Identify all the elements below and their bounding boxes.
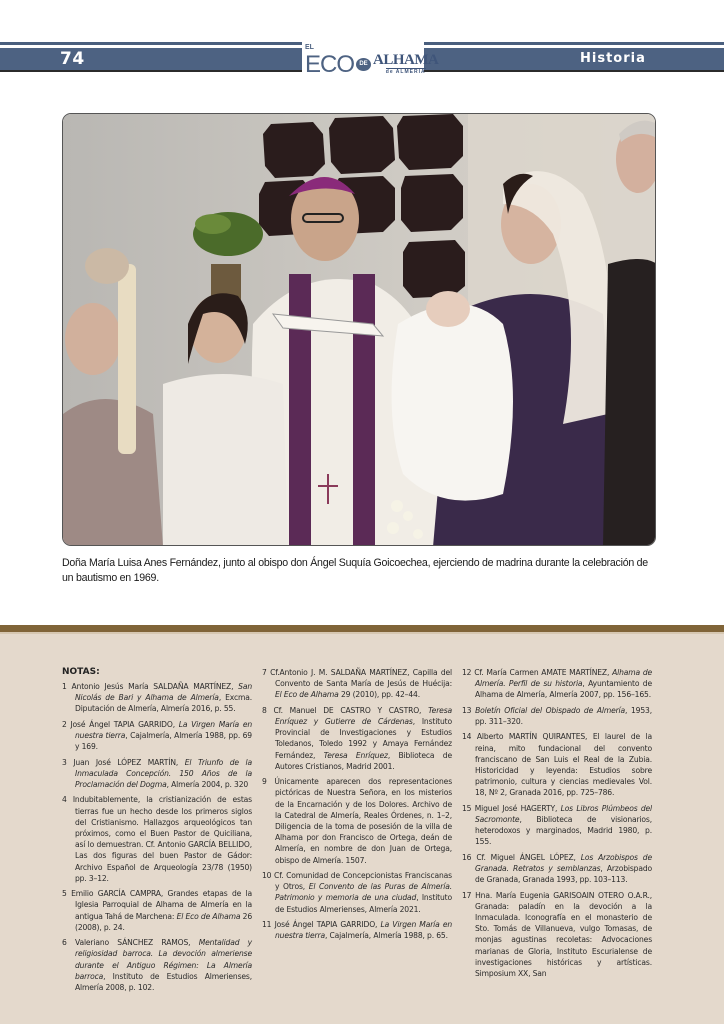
note-item <box>62 794 252 884</box>
note-number: 10 <box>262 871 272 881</box>
logo-de: DE <box>356 58 371 71</box>
note-text: , Arzobispado de Granada, Granada 1993, pp. 103–113. <box>475 864 652 885</box>
note-text: Cf. Manuel DE CASTRO Y CASTRO, <box>273 705 429 715</box>
note-text: , Cajalmería, Almería 1988, pp. 69 y 169. <box>75 731 252 752</box>
note-number: 17 <box>462 890 472 900</box>
note-title-italic: Boletín Oficial del Obispado de Almería <box>475 705 626 715</box>
note-title-italic: Los Arzobispos de Granada. Retratos y semblanzas <box>475 852 652 873</box>
note-item <box>262 776 452 866</box>
notes-column-1 <box>62 681 252 997</box>
publication-logo <box>302 36 439 78</box>
note-text: Indubitablemente, la cristianización de estas tierras fue un hecho desde los primeros siglos del Cristianismo. Hallazgos arqueológicos tan próximos, como el Buen Pastor de Quiciliana, así lo demuestran. Cf. Antonio GARCÍA BELLIDO, Las dos figuras del buen Pastor de Gádor: Archivo Español de Arqueología 23/78 (1950) pp. 3–12. <box>72 795 252 883</box>
note-text: , Almería 2004, p. 320 <box>166 780 249 789</box>
note-title-italic: El Triunfo de la Inmaculada Concepción. 150 Años de la Proclamación del Dogma <box>75 757 253 789</box>
note-number: 4 <box>62 795 67 805</box>
note-title-italic: Teresa Enríquez y Gutierre de Cárdenas <box>275 705 453 726</box>
note-item <box>262 705 452 772</box>
note-text: , Instituto Provincial de Investigaciones y Estudios Toledanos, Toledo 1992 y Amaya Fernández Fernández, <box>275 717 452 760</box>
note-text: Antonio Jesús María SALDAÑA MARTÍNEZ, <box>71 682 239 691</box>
note-number: 9 <box>262 777 267 787</box>
note-text: Cf. Miguel ÁNGEL LÓPEZ, <box>476 852 581 862</box>
note-title-italic: El Eco de Alhama <box>275 690 339 700</box>
note-number: 6 <box>62 938 67 948</box>
note-item <box>62 681 252 715</box>
photo-illustration <box>63 114 656 546</box>
note-text: José Ángel TAPIA GARRIDO, <box>70 719 179 729</box>
note-item <box>462 705 652 727</box>
note-text: 26 (2008), p. 24. <box>75 911 252 932</box>
note-text: Juan José LÓPEZ MARTÍN, <box>73 757 185 767</box>
note-item <box>262 667 452 701</box>
note-item <box>62 757 252 791</box>
note-title-italic: Los Libros Plúmbeos del Sacromonte <box>475 803 653 824</box>
note-number: 1 <box>62 682 67 691</box>
note-number: 12 <box>462 668 472 677</box>
note-text: Valeriano SÁNCHEZ RAMOS, <box>74 938 199 948</box>
note-title-italic: La Virgen María en nuestra tierra <box>75 719 253 740</box>
note-title-italic: La Virgen María en nuestra tierra <box>275 920 452 941</box>
note-item <box>62 937 252 993</box>
note-text: Cf. Comunidad de Concepcionistas Franciscanas y Otros, <box>274 871 452 892</box>
note-item <box>262 870 452 915</box>
logo-alhama: ALHAMA <box>373 52 439 68</box>
note-number: 7 <box>262 668 267 677</box>
note-number: 5 <box>62 889 67 899</box>
note-number: 8 <box>262 705 267 715</box>
logo-el: EL <box>305 44 314 51</box>
note-item <box>462 803 652 848</box>
note-text: Alberto MARTÍN QUIRANTES, El laurel de la reina, mito fundacional del convento franciscano de San Luis el Real de la Zubia. Historicidad y leyenda: Estudios sobre patrimonio, cultura y ciencias medievales Vol. 18, Nº 2, Granada 2016, pp. 725–786. <box>475 732 653 798</box>
notes-column-2 <box>262 667 452 946</box>
photo-caption: Doña María Luisa Anes Fernández, junto al obispo don Ángel Suquía Goicoechea, ejerciendo de madrina durante la celebración de un bautismo en 1969. <box>62 557 648 584</box>
note-number: 13 <box>462 705 472 715</box>
note-text: José Ángel TAPIA GARRIDO, <box>274 920 381 930</box>
note-item <box>62 888 252 933</box>
note-text: , Biblioteca de Autores Cristianos, Madrid 2001. <box>275 750 452 771</box>
note-text: Únicamente aparecen dos representaciones pictóricas de Nuestra Señora, en los misterios de la Encarnación y de los Dolores. Archivo de la Catedral de Almería, Reales Órdenes, n. 1–2, Diligencia de la toma de posesión de la villa de Alhama por don Francisco de Ortega, deán de Almería, en nombre de don Juan de Ortega, obispo de Almería. 1507. <box>274 777 453 865</box>
notes-column-3 <box>462 667 652 983</box>
note-item <box>462 890 652 980</box>
note-item <box>262 919 452 941</box>
note-text: Hna. María Eugenia GARISOAIN OTERO O.A.R., Granada: paladín en la devoción a la Inmaculada. Iconografía en el monasterio de Sto. Tomás de Villanueva, vulgo Tomasas, de monjas agustinas recoletas: Advocaciones marianas de Gloria, Instituto Escurialense de investigaciones históricas y artísticas. Simposium XX, San <box>475 890 653 979</box>
section-title: Historia <box>580 51 646 66</box>
note-item <box>462 667 652 701</box>
note-number: 2 <box>62 719 67 729</box>
note-number: 16 <box>462 852 472 862</box>
note-text: Cf.Antonio J. M. SALDAÑA MARTÍNEZ, Capilla del Convento de Santa María de Jesús de Huécija: <box>270 668 453 689</box>
note-title-italic: El Convento de las Puras de Almería. Patrimonio y memoria de una ciudad <box>275 882 452 903</box>
note-text: Miguel José HAGERTY, <box>474 803 561 813</box>
logo-almeria: de ALMERÍA <box>385 69 426 75</box>
note-text: , 1953, pp. 311–320. <box>475 705 652 726</box>
note-title-italic: Mentalidad y religiosidad barroca. La devoción almeriense durante el Antiguo Régimen: La Almería barroca <box>75 938 253 981</box>
note-text: , Cajalmería, Almería 1988, p. 65. <box>324 931 448 941</box>
note-title-italic: Teresa Enríquez <box>323 750 388 760</box>
logo-eco: ECO <box>305 51 355 78</box>
note-text: 29 (2010), pp. 42–44. <box>338 690 420 700</box>
note-number: 14 <box>462 732 472 742</box>
page-number: 74 <box>60 49 85 69</box>
note-item <box>462 852 652 886</box>
logo-left-group <box>305 44 354 78</box>
note-text: , Ayuntamiento de Alhama de Almería, Almería 2007, pp. 156–165. <box>475 679 652 700</box>
note-text: Emilio GARCÍA CAMPRA, Grandes etapas de la Iglesia Parroquial de Alhama de Almería en la antigua Tahá de Marchena: <box>71 889 252 921</box>
photo-baptism <box>62 113 656 546</box>
note-title-italic: Alhama de Almería. Perfil de su historia <box>475 668 653 689</box>
logo-right-group <box>373 52 438 76</box>
note-text: , Biblioteca de visionarios, heterodoxos y marginados, Madrid 1980, p. 155. <box>475 815 652 847</box>
note-number: 3 <box>62 757 67 767</box>
note-text: Cf. María Carmen AMATE MARTÍNEZ, <box>474 668 613 677</box>
note-title-italic: San Nicolás de Bari y Alhama de Almería <box>75 682 252 703</box>
note-text: , Excma. Diputación de Almería, Almería 2016, p. 55. <box>75 693 253 714</box>
note-title-italic: El Eco de Alhama <box>176 911 241 921</box>
note-number: 15 <box>462 803 472 813</box>
notes-title: NOTAS: <box>62 667 100 677</box>
notes-divider <box>0 625 724 632</box>
note-text: , Instituto de Estudios Almerienses, Almería 2008, p. 102. <box>75 971 252 993</box>
note-item <box>62 719 252 753</box>
note-text: , Instituto de Estudios Almerienses, Almería 2021. <box>275 893 452 914</box>
note-item <box>462 731 652 798</box>
note-number: 11 <box>262 920 272 930</box>
